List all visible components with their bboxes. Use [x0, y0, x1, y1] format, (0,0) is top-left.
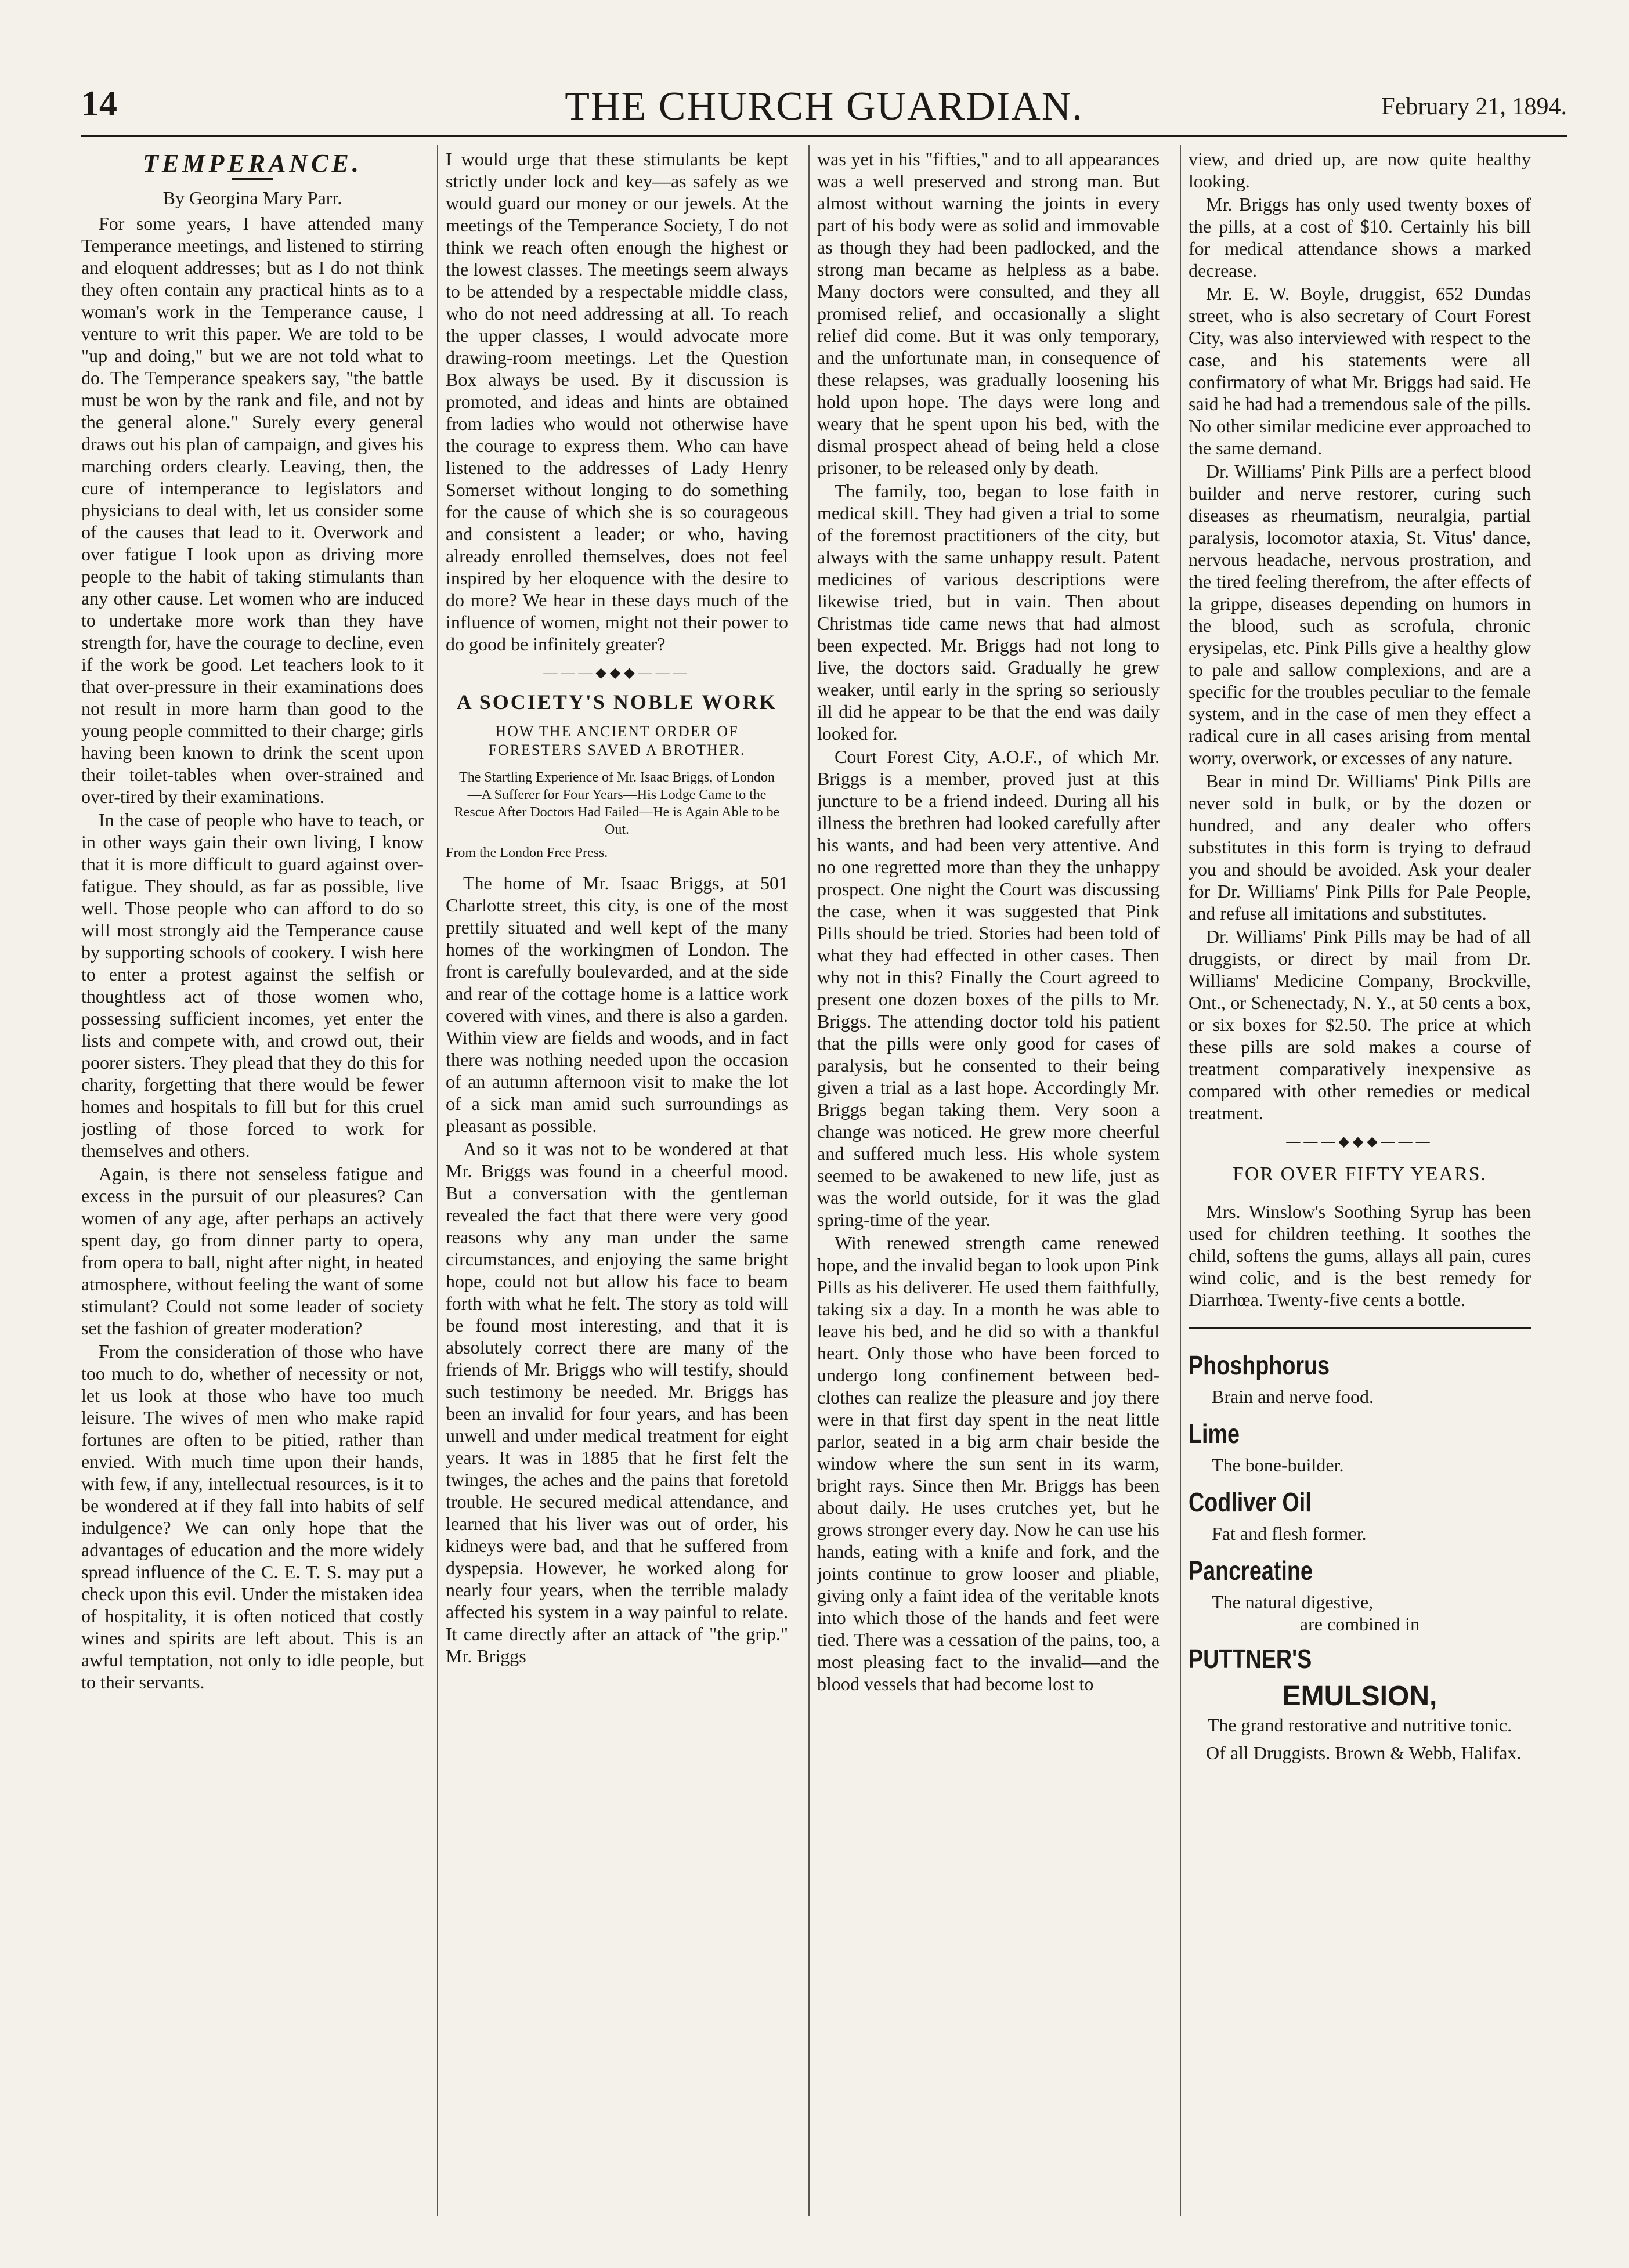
- issue-date: February 21, 1894.: [1381, 93, 1567, 120]
- article-paragraph: Mr. Briggs has only used twenty boxes of the pills, at a cost of $10. Certainly his bill for medical attendance shows a marked decrease.: [1189, 194, 1531, 281]
- column-rule: [808, 145, 810, 2216]
- source-credit: From the London Free Press.: [446, 845, 608, 860]
- society-subheading: HOW THE ANCIENT ORDER OF FORESTERS SAVED A BROTHER.: [488, 723, 746, 758]
- society-heading: A SOCIETY'S NOBLE WORK: [456, 690, 778, 714]
- column-rule: [1180, 145, 1181, 2216]
- ad-heading: Codliver Oil: [1189, 1487, 1312, 1517]
- ad-tagline: The grand restorative and nutritive tonic.: [1207, 1714, 1512, 1735]
- fifty-years-heading: FOR OVER FIFTY YEARS.: [1232, 1163, 1487, 1185]
- article-paragraph: From the consideration of those who have too much to do, whether of necessity or not, let us look at those who have too much leisure. The wives of men who make rapid fortunes are often to be pitied, rather than envied. With much time upon their hands, with few, if any, intellectual resources, is it to be wondered at if they fall into habits of self indulgence? We can only hope that the advantages of education and the more widely spread influence of the C. E. T. S. may put a check upon this evil. Under the mistaken idea of hospitality, it is often noticed that costly wines and spirits are left about. This is an awful temptation, not only to idle people, but to their servants.: [81, 1341, 424, 1692]
- article-paragraph: The home of Mr. Isaac Briggs, at 501 Charlotte street, this city, is one of the most prettily situated and well kept of the many homes of the workingmen of London. The front is carefully boulevarded, and at the side and rear of the cottage home is a lattice work covered with vines, and there is also a garden. Within view are fields and woods, and in fact there was nothing needed upon the occasion of an autumn afternoon visit to make the lot of a sick man amid such surroundings as pleasant as possible.: [446, 873, 788, 1136]
- notice-paragraph: Mrs. Winslow's Soothing Syrup has been used for children teething. It soothes the child, softens the gums, allays all pain, cures wind colic, and is the best remedy for Diarrhœa. Twenty-five cents a bottle.: [1189, 1201, 1531, 1310]
- ad-heading: Pancreatine: [1189, 1556, 1313, 1586]
- heading-rule: [232, 178, 273, 180]
- emulsion-advertisement: [1189, 1327, 1531, 1764]
- publication-title: THE CHURCH GUARDIAN.: [565, 84, 1083, 129]
- page-number: 14: [81, 84, 117, 124]
- ad-heading: Lime: [1189, 1419, 1240, 1449]
- article-paragraph: In the case of people who have to teach, or in other ways gain their own living, I know that it is more difficult to guard against over-fatigue. They should, as far as possible, live well. Those people who can afford to do so will most strongly aid the Temperance cause by supporting schools of cookery. I wish here to enter a protest against the selfish or thoughtless act of those women who, possessing sufficient incomes, yet enter the lists and compete with, and crowd out, their poorer sisters. They plead that they do this for charity, forgetting that there would be fewer homes and hospitals to fill but for this cruel jostling of those forced to work for themselves and others.: [81, 809, 424, 1161]
- ad-heading: Phoshphorus: [1189, 1350, 1330, 1380]
- article-paragraph: Dr. Williams' Pink Pills are a perfect blood builder and nerve restorer, curing such diseases as rheumatism, neuralgia, partial paralysis, locomotor ataxia, St. Vitus' dance, nervous headache, nervous prostration, and the tired feeling therefrom, the after effects of la grippe, diseases depending on humors in the blood, such as scrofula, chronic erysipelas, etc. Pink Pills give a healthy glow to pale and sallow complexions, and are a specific for the troubles peculiar to the female system, and in the case of men they effect a radical cure in all cases arising from mental worry, overwork, or excesses of any nature.: [1189, 461, 1531, 768]
- article-paragraph: And so it was not to be wondered at that Mr. Briggs was found in a cheerful mood. But a conversation with the gentleman revealed the fact that there were very good reasons why any man under the same circumstances, and enjoying the same bright hope, could not but allow his face to beam forth with what he felt. The story as told will be found most interesting, and that it is absolutely correct there are many of the friends of Mr. Briggs who will testify, should such testimony be needed. Mr. Briggs has been an invalid for four years, and has been unwell and under medical treatment for eight years. It was in 1885 that he first felt the twinges, the aches and the pains that foretold trouble. He secured medical attendance, and learned that his liver was out of order, his kidneys were bad, and that he suffered from dyspepsia. However, he worked along for nearly four years, when the terrible malady affected his system in a way painful to relate. It came directly after an attack of "the grip." Mr. Briggs: [446, 1138, 788, 1666]
- newspaper-page: [81, 81, 1567, 2228]
- ornament-divider: ———◆◆◆———: [543, 665, 691, 681]
- ad-brand-line: EMULSION,: [1282, 1681, 1437, 1712]
- ornament-divider: ———◆◆◆———: [1286, 1134, 1433, 1149]
- ad-subtext: are combined in: [1299, 1614, 1420, 1634]
- masthead: [81, 81, 1567, 137]
- ad-brand-line: PUTTNER'S: [1189, 1644, 1312, 1674]
- article-paragraph: view, and dried up, are now quite healthy looking.: [1189, 149, 1531, 191]
- article-paragraph: Mr. E. W. Boyle, druggist, 652 Dundas street, who is also secretary of Court Forest City, was also interviewed with respect to the case, and his statements were all confirmatory of what Mr. Briggs had said. He said he had had a tremendous sale of the pills. No other similar medicine ever approached to the same demand.: [1189, 283, 1531, 458]
- ad-subtext: Fat and flesh former.: [1212, 1523, 1367, 1544]
- article-paragraph: For some years, I have attended many Temperance meetings, and listened to stirring and eloquent addresses; but as I do not think they often contain any practical hints as to a woman's work in the Temperance cause, I venture to writ this paper. We are told to be "up and doing," but we are not told what to do. The Temperance speakers say, "the battle must be won by the rank and file, and not by the general alone." Surely every general draws out his plan of campaign, and gives his marching orders clearly. Leaving, then, the cure of intemperance to legislators and physicians to deal with, let us consider some of the causes that lead to it. Overwork and over fatigue I look upon as driving more people to the habit of taking stimulants than any other cause. Let women who are induced to undertake more work than they have strength for, have the courage to decline, even if the work be good. Let teachers look to it that over-pressure in their examinations does not result in more harm than good to the young people committed to their charge; girls having been known to drink the scent upon their toilet-tables when over-strained and over-tired by their examinations.: [81, 213, 424, 807]
- column-2: [446, 148, 788, 2213]
- article-paragraph: Dr. Williams' Pink Pills may be had of all druggists, or direct by mail from Dr. Williams' Medicine Company, Brockville, Ont., or Schenectady, N. Y., at 50 cents a box, or six boxes for $2.50. The price at which these pills are sold makes a course of treatment comparatively inexpensive as compared with other remedies or medical treatment.: [1189, 926, 1531, 1123]
- byline: By Georgina Mary Parr.: [162, 187, 342, 208]
- article-paragraph: With renewed strength came renewed hope, and the invalid began to look upon Pink Pills as his deliverer. He used them faithfully, taking six a day. In a month he was able to leave his bed, and he did so with a thankful heart. Only those who have been forced to undergo long confinement between bed-clothes can realize the pleasure and joy there were in that first day spent in the neat little parlor, seated in a big arm chair beside the window where the sun sent in its warm, bright rays. Since then Mr. Briggs has been about daily. He uses crutches yet, but he grows stronger every day. Now he can use his hands, eating with a knife and fork, and the joints continue to grow looser and pliable, giving only a faint idea of the veritable knots into which those of the hands and feet were tied. There was a cessation of the pains, too, a most pleasing fact to the invalid—and the blood vessels that had become lost to: [817, 1232, 1160, 1694]
- society-deck: The Startling Experience of Mr. Isaac Briggs, of London—A Sufferer for Four Years—His Lodge Came to the Rescue After Doctors Had Failed—He is Again Able to be Out.: [454, 770, 780, 837]
- column-4: [1189, 148, 1531, 2213]
- article-paragraph: Bear in mind Dr. Williams' Pink Pills are never sold in bulk, or by the dozen or hundred, and any dealer who offers substitutes in this form is trying to defraud you and should be avoided. Ask your dealer for Dr. Williams' Pink Pills for Pale People, and refuse all imitations and substitutes.: [1189, 771, 1531, 924]
- article-paragraph: was yet in his "fifties," and to all appearances was a well preserved and strong man. But almost without warning the joints in every part of his body were as solid and immovable as though they had been padlocked, and the strong man became as helpless as a babe. Many doctors were consulted, and they all promised relief, and occasionally a slight relief did come. But it was only temporary, and the unfortunate man, in consequence of these relapses, was gradually loosening his hold upon hope. The days were long and weary that he spent upon his bed, with the dismal prospect ahead of being held a close prisoner, to be released only by death.: [817, 149, 1160, 478]
- ad-footer: Of all Druggists. Brown & Webb, Halifax.: [1206, 1742, 1522, 1763]
- temperance-heading: TEMPERANCE.: [143, 149, 362, 178]
- ad-subtext: The bone-builder.: [1212, 1455, 1344, 1475]
- article-paragraph: Court Forest City, A.O.F., of which Mr. Briggs is a member, proved just at this juncture to be a friend indeed. During all his illness the brethren had looked carefully after his wants, and had been very attentive. And no one regretted more than they the unhappy prospect. One night the Court was discussing the case, when it was suggested that Pink Pills should be tried. Stories had been told of what they had effected in other cases. Then why not in this? Finally the Court agreed to present one dozen boxes of the pills to Mr. Briggs. The attending doctor told his patient that the pills were only good for cases of paralysis, but he consented to their being given a trial as a last hope. Accordingly Mr. Briggs began taking them. Very soon a change was noticed. He grew more cheerful and suffered much less. His whole system seemed to be awakened to new life, just as was the world outside, for it was the glad spring-time of the year.: [817, 746, 1160, 1230]
- article-paragraph: The family, too, began to lose faith in medical skill. They had given a trial to some of the foremost practitioners of the city, but always with the same unhappy result. Patent medicines of various descriptions were likewise tried, but in vain. Then about Christmas tide came news that had almost been expected. Mr. Briggs had not long to live, the doctors said. Gradually he grew weaker, until early in the spring so seriously ill did he appear to be that the end was daily looked for.: [817, 480, 1160, 744]
- article-paragraph: I would urge that these stimulants be kept strictly under lock and key—as safely as we would guard our money or our jewels. At the meetings of the Temperance Society, I do not think we reach often enough the highest or the lowest classes. The meetings seem always to be attended by a respectable middle class, who do not need addressing at all. To reach the upper classes, I would advocate more drawing-room meetings. Let the Question Box always be used. By it discussion is promoted, and ideas and hints are obtained from ladies who would not otherwise have the courage to express them. Who can have listened to the addresses of Lady Henry Somerset without longing to do something for the cause of which she is so courageous and consistent a leader; or who, having already enrolled themselves, does not feel inspired by her eloquence with the desire to do more? We hear in these days much of the influence of women, might not their power to do good be infinitely greater?: [446, 149, 788, 654]
- column-rule: [437, 145, 438, 2216]
- article-paragraph: Again, is there not senseless fatigue and excess in the pursuit of our pleasures? Can women of any age, after perhaps an actively spent day, go from dinner party to opera, from opera to ball, night after night, in heated atmosphere, without feeling the want of some stimulant? Could not some leader of society set the fashion of greater moderation?: [81, 1163, 424, 1339]
- column-1: [81, 148, 424, 2213]
- ad-subtext: The natural digestive,: [1212, 1591, 1374, 1612]
- ad-subtext: Brain and nerve food.: [1212, 1386, 1374, 1407]
- column-3: [817, 148, 1160, 2213]
